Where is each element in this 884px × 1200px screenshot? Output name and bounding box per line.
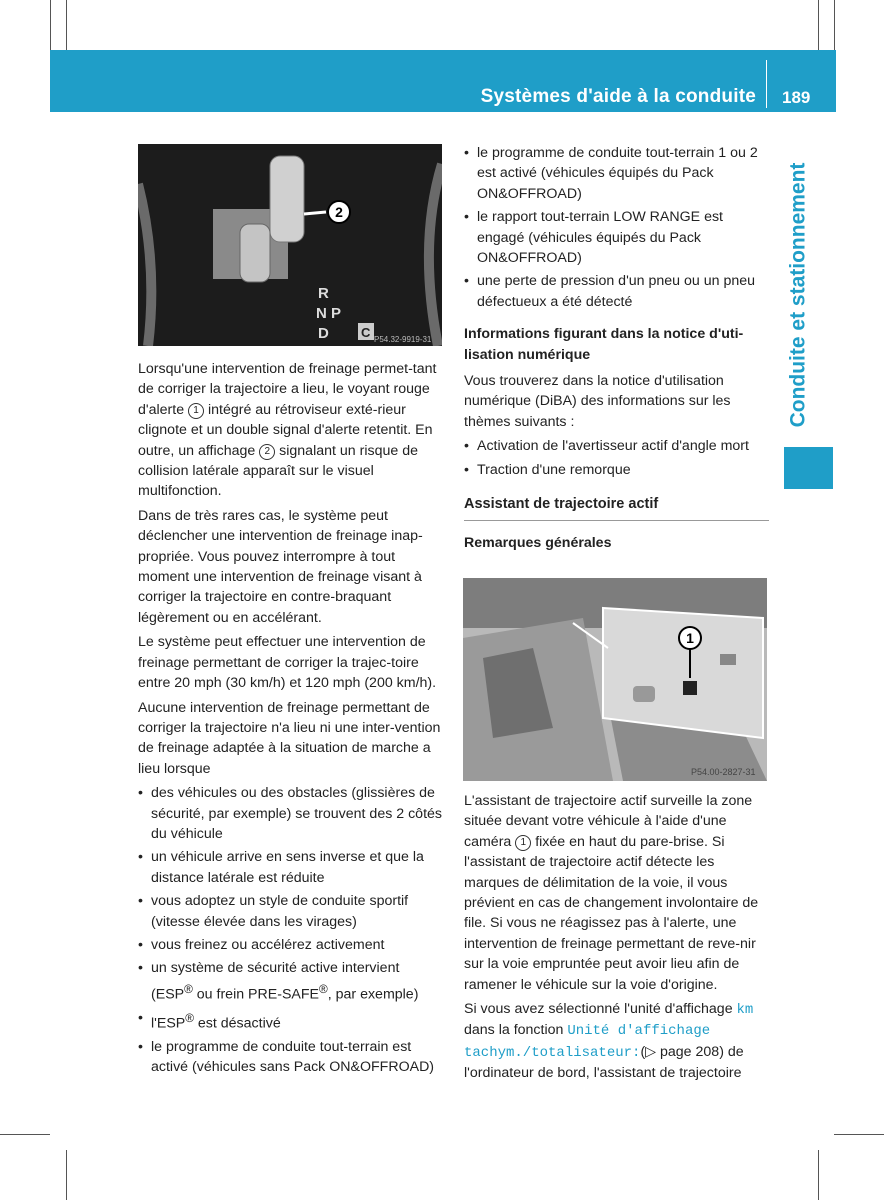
gear-d: D [318, 325, 329, 342]
text: , par exemple) [327, 986, 419, 1003]
paragraph [138, 359, 444, 502]
subsection-heading: Remarques générales [464, 534, 612, 551]
list-item: • vous adoptez un style de conduite sportif (vitesse élevée dans les virages) [138, 891, 444, 932]
text: est désactivé [193, 1015, 281, 1032]
list-item-text: des véhicules ou des obstacles (glissières de sécurité, par exemple) se trouvent des 2 côtés du véhicule [151, 785, 442, 842]
left-column [138, 359, 444, 1081]
crop-mark [818, 0, 819, 50]
info-heading: Informations figurant dans la notice d'uti-lisation numérique [464, 326, 744, 363]
crop-mark [834, 1134, 884, 1135]
crop-mark [50, 0, 51, 50]
page-title: Systèmes d'aide à la conduite [480, 86, 756, 107]
list-item-text: vous adoptez un style de conduite sportif (vitesse élevée dans les virages) [151, 893, 409, 930]
registered-mark: ® [185, 1010, 194, 1025]
list-item: • l'ESP® est désactivé [138, 1009, 281, 1032]
right-column-bottom [464, 791, 769, 1088]
section-heading: Assistant de trajectoire actif [464, 494, 769, 520]
list-item-text: le rapport tout-terrain LOW RANGE est engagé (véhicules équipés du Pack ON&OFFROAD) [477, 209, 724, 267]
crop-mark [834, 0, 835, 50]
gear-r: R [318, 285, 329, 302]
list-item: • le rapport tout-terrain LOW RANGE est engagé (véhicules équipés du Pack ON&OFFROAD) [464, 207, 769, 268]
gear-np: N P [316, 305, 342, 322]
paragraph: Le système peut effectuer une intervention de freinage permettant de corriger la trajec-toire entre 20 mph (30 km/h) et 120 mph (200 km/h). [138, 634, 437, 692]
cluster-display-illustration [138, 144, 442, 346]
cluster-badge: C [361, 325, 371, 340]
chapter-marker [784, 447, 833, 489]
camera-illustration [463, 578, 767, 781]
callout-1: 1 [515, 835, 531, 851]
callout-2: 2 [259, 444, 275, 460]
paragraph: Aucune intervention de freinage permettant de corriger la trajectoire n'a lieu ni une inter-vention de freinage adaptée à la situation de marche a lieu lorsque [138, 699, 441, 777]
text: ou frein PRE-SAFE [192, 986, 320, 1003]
text: (▷ page 208) de l'ordinateur de bord, l'assistant de trajectoire [464, 1043, 744, 1082]
list-item: • des véhicules ou des obstacles (glissières de sécurité, par exemple) se trouvent des 2 côtés du véhicule [138, 783, 444, 844]
list-item-text: vous freinez ou accélérez activement [151, 936, 385, 953]
text: Si vous avez sélectionné l'unité d'affichage [464, 1001, 737, 1018]
crop-mark [66, 1150, 67, 1200]
crop-mark [66, 0, 67, 50]
registered-mark: ® [184, 981, 193, 996]
chapter-tab-label: Conduite et stationnement [786, 162, 809, 428]
figure2-code: P54.00-2827-31 [691, 767, 756, 777]
list-item-text: le programme de conduite tout-terrain est activé (véhicules sans Pack ON&OFFROAD) [151, 1039, 435, 1076]
list-item-text: Activation de l'avertisseur actif d'angle mort [477, 438, 749, 455]
list-item: • Traction d'une remorque [464, 460, 769, 480]
figure2-callout: 1 [686, 630, 694, 646]
camera-figure [463, 578, 767, 781]
text: intégré au rétroviseur exté-rieur clignote et un double signal d'alerte retentit. En outre, un affichage [138, 401, 433, 459]
header-divider [766, 60, 767, 108]
unit-km: km [736, 1002, 754, 1019]
list-item: • le programme de conduite tout-terrain est activé (véhicules sans Pack ON&OFFROAD) [138, 1037, 444, 1078]
crop-mark [818, 1150, 819, 1200]
paragraph: Dans de très rares cas, le système peut déclencher une intervention de freinage inap-propriée. Vous pouvez interrompre à tout moment une intervention de freinage visant à corriger la trajectoire en contre-braquant légèrement ou en accélérant. [138, 507, 423, 626]
text: Lorsqu'une intervention de freinage permet-tant de corriger la trajectoire a lieu, le voyant rouge d'alerte [138, 361, 437, 418]
figure1-code: P54.32-9919-31 [374, 335, 432, 344]
list-item-text: une perte de pression d'un pneu ou un pneu défectueux a été détecté [477, 273, 756, 310]
registered-mark: ® [319, 981, 328, 996]
text: L'assistant de trajectoire actif surveille la zone située devant votre véhicule à l'aide d'une caméra [464, 793, 753, 850]
list-item-text: le programme de conduite tout-terrain 1 ou 2 est activé (véhicules équipés du Pack ON&OFFROAD) [477, 145, 758, 202]
cluster-display-figure [138, 144, 442, 346]
text: dans la fonction [464, 1022, 568, 1039]
list-item: • le programme de conduite tout-terrain 1 ou 2 est activé (véhicules équipés du Pack ON&OFFROAD) [464, 143, 769, 204]
page-number: 189 [782, 88, 811, 107]
callout-1: 1 [188, 403, 204, 419]
menu-item: Unité d'affichage tachym./totalisateur: [464, 1023, 711, 1061]
text: fixée en haut du pare-brise. Si l'assistant de trajectoire actif détecte les marques de délimitation de la voie, il vous prévient en cas de changement involontaire de file. Si vous ne réagissez pas à l'alerte, une intervention de freinage permettant de reve-nir sur la voie empruntée peut avoir lieu afin de ramener le véhicule sur la voie d'origine. [464, 833, 759, 993]
paragraph [464, 791, 769, 995]
paragraph [464, 999, 769, 1084]
list-item: • une perte de pression d'un pneu ou un pneu défectueux a été détecté [464, 271, 769, 312]
list-item: • un système de sécurité active intervient (ESP® ou frein PRE-SAFE®, par exemple) [138, 960, 419, 1003]
paragraph: Vous trouverez dans la notice d'utilisation numérique (DiBA) des informations sur les thèmes suivants : [464, 373, 731, 430]
text: signalant un risque de collision latérale apparaît sur le visuel multifonction. [138, 442, 418, 500]
list-item-text: Traction d'une remorque [477, 461, 631, 478]
text: l'ESP [151, 1015, 186, 1032]
figure1-callout: 2 [335, 204, 343, 220]
chapter-tab [778, 150, 818, 440]
crop-mark [0, 1134, 50, 1135]
list-item: • Activation de l'avertisseur actif d'angle mort [464, 436, 769, 456]
right-column-top [464, 143, 769, 559]
list-item-text: un véhicule arrive en sens inverse et que la distance latérale est réduite [151, 849, 424, 886]
text: un système de sécurité active intervient (ESP [151, 960, 400, 1003]
list-item: • un véhicule arrive en sens inverse et que la distance latérale est réduite [138, 847, 444, 888]
list-item: • vous freinez ou accélérez activement [138, 935, 444, 955]
